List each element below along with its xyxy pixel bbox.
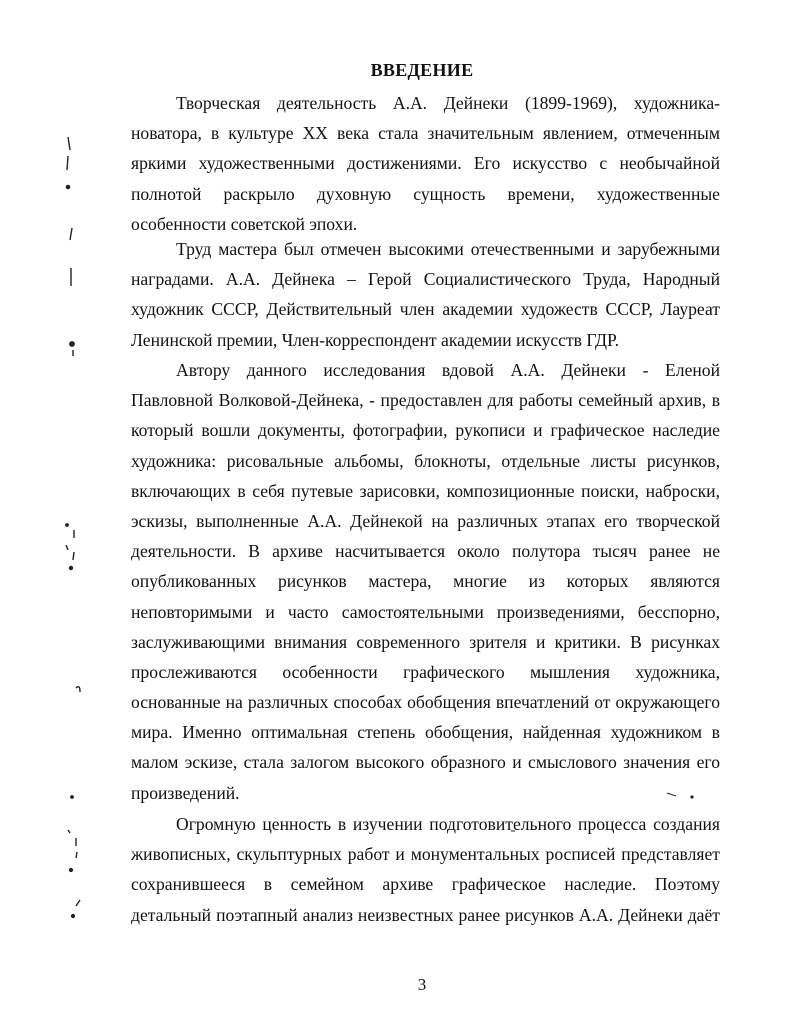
speck: [73, 552, 74, 560]
paragraph-1: [131, 88, 720, 239]
text-line: произведений.: [131, 782, 240, 803]
text-line: неповторимыми и часто самостоятельными произведениями, бесспорно,: [131, 601, 720, 622]
speck: [70, 228, 72, 240]
speck: [70, 342, 74, 346]
text-line: художник СССР, Действительный член академии художеств СССР, Лауреат: [131, 299, 720, 320]
speck: [76, 687, 80, 692]
paragraph-3: [131, 355, 720, 808]
speck: [70, 567, 73, 570]
text-line: малом эскизе, стала залогом высокого образного и смыслового значения его: [131, 752, 720, 773]
text-line: мира. Именно оптимальная степень обобщения, найденная художником в: [131, 722, 720, 743]
text-line: Автору данного исследования вдовой А.А. Дейнеки - Еленой: [176, 360, 720, 380]
speck: [68, 137, 70, 150]
text-line: полнотой раскрыло духовную сущность времени, художественные: [131, 183, 720, 204]
text-line: эскизы, выполненные А.А. Дейнекой на различных этапах его творческой: [131, 510, 720, 531]
text-line: живописных, скульптурных работ и монументальных росписей представляет: [131, 844, 720, 865]
speck: [66, 545, 68, 550]
text-line: заслуживающими внимания современного зрителя и критики. В рисунках: [131, 631, 720, 652]
speck: [66, 185, 69, 188]
text-line: Огромную ценность в изучении подготовительного процесса создания: [176, 814, 720, 834]
speck: [70, 869, 73, 872]
text-line: новатора, в культуре XX века стала значительным явлением, отмеченным: [131, 123, 720, 144]
text-line: особенности советской эпохи.: [131, 213, 358, 234]
speck: [76, 852, 77, 858]
text-line: яркими художественными достижениями. Его искусство с необычайной: [131, 153, 720, 174]
speck: [72, 915, 75, 918]
paragraph-4: [131, 809, 720, 930]
text-line: основанные на различных способах обобщения впечатлений от окружающего: [131, 692, 720, 713]
text-line: деятельности. В архиве насчитывается около полутора тысяч ранее не: [131, 541, 720, 562]
text-line: опубликованных рисунков мастера, многие из которых являются: [131, 571, 720, 592]
text-line: Труд мастера был отмечен высокими отечественными и зарубежными: [176, 239, 720, 259]
text-line: Павловной Волковой-Дейнека, - предоставлен для работы семейный архив, в: [131, 390, 720, 411]
text-line: сохранившееся в семейном архиве графическое наследие. Поэтому: [131, 874, 720, 895]
page-title: ВВЕДЕНИЕ: [370, 60, 474, 80]
text-line: который вошли документы, фотографии, рукописи и графическое наследие: [131, 420, 720, 441]
speck: [67, 156, 68, 170]
text-line: детальный поэтапный анализ неизвестных ранее рисунков А.А. Дейнеки даёт: [131, 904, 720, 925]
speck: [66, 524, 68, 526]
paragraph-2: [131, 234, 720, 355]
speck: [68, 830, 70, 833]
page-number: 3: [417, 975, 427, 994]
text-line: Ленинской премии, Член-корреспондент академии искусств ГДР.: [131, 329, 619, 350]
text-line: художника: рисовальные альбомы, блокноты, отдельные листы рисунков,: [131, 450, 720, 471]
speck: [76, 900, 80, 906]
text-line: Творческая деятельность А.А. Дейнеки (1899-1969), художника-: [176, 93, 720, 113]
text-line: включающих в себя путевые зарисовки, композиционные поиски, наброски,: [131, 480, 720, 501]
text-line: наградами. А.А. Дейнека – Герой Социалистического Труда, Народный: [131, 269, 720, 290]
speck: [71, 796, 73, 798]
text-line: прослеживаются особенности графического мышления художника,: [131, 661, 720, 682]
